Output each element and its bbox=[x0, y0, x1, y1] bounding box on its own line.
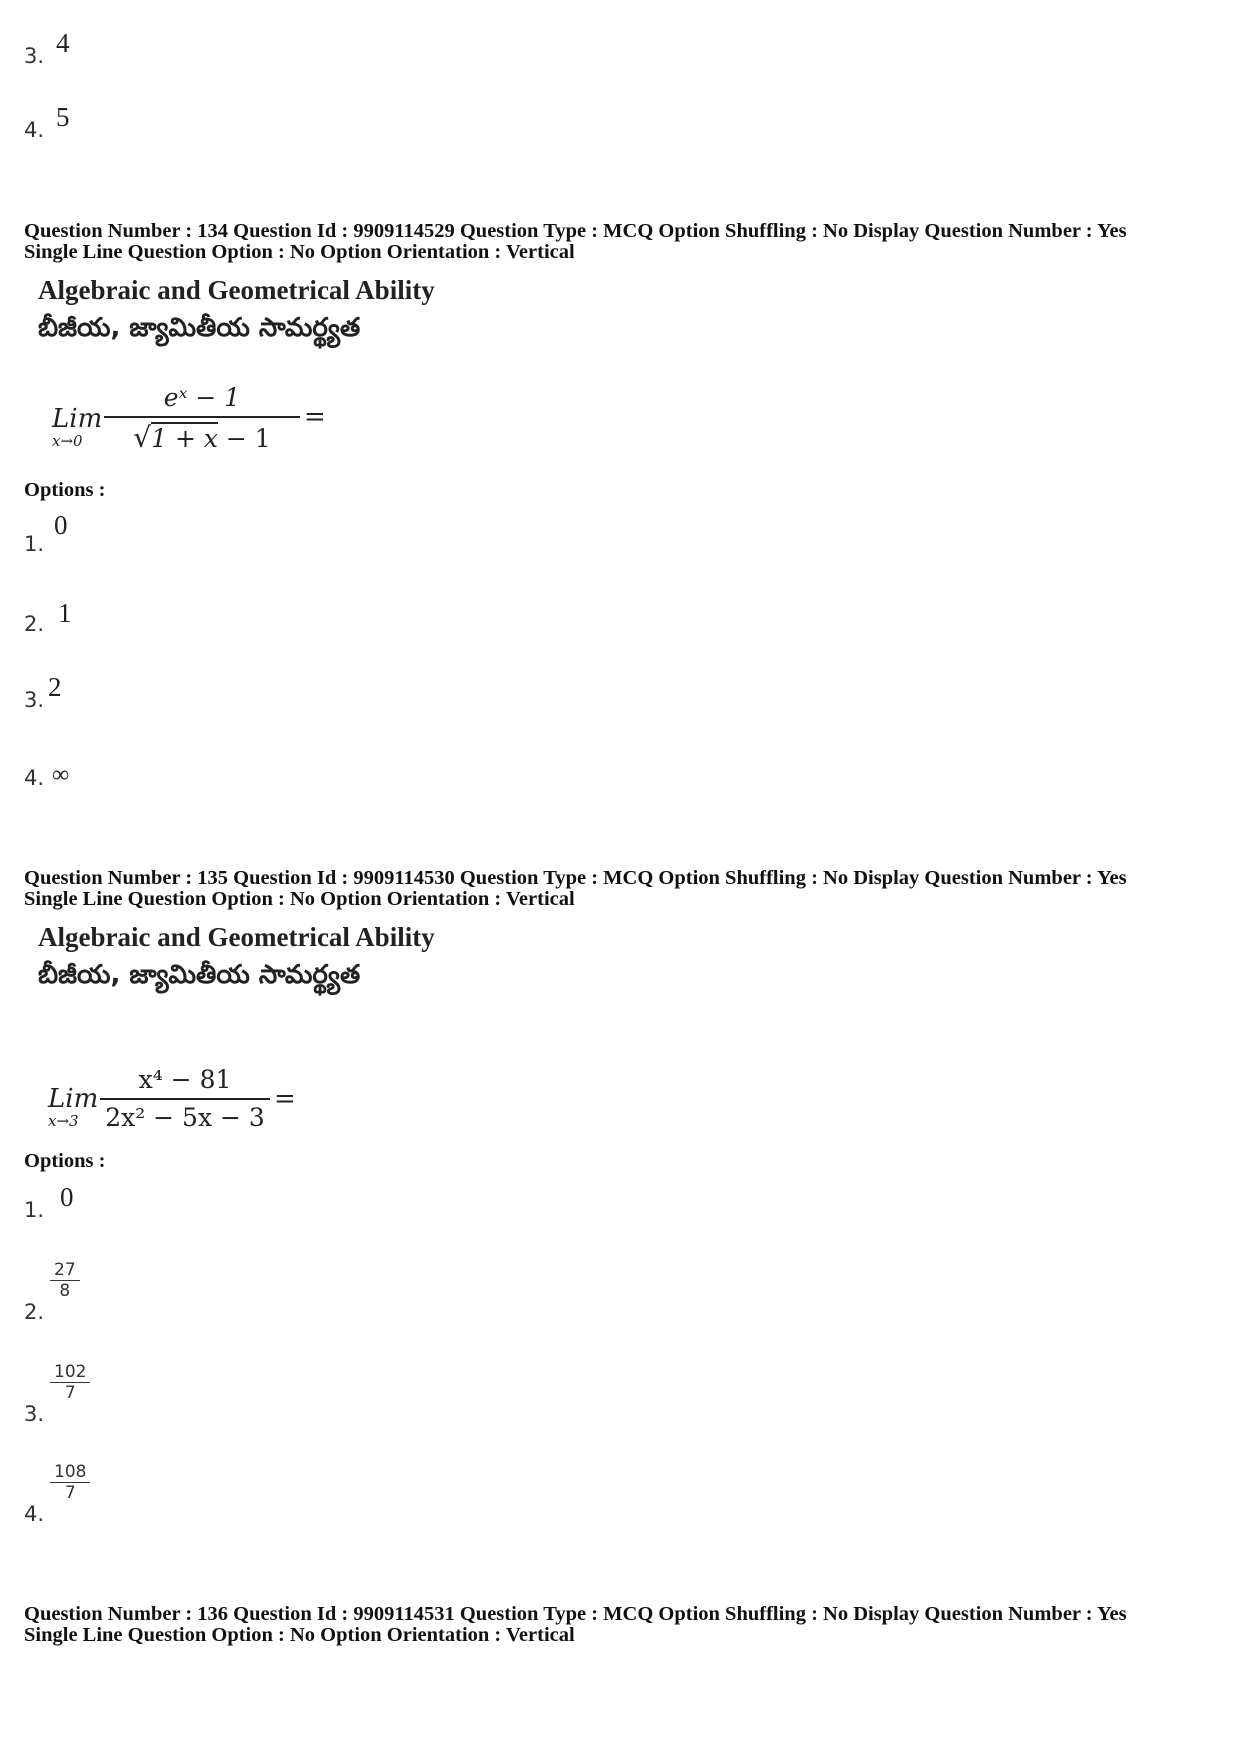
option-number: 1. bbox=[24, 1198, 45, 1222]
fraction-denominator: 7 bbox=[50, 1382, 90, 1403]
q135-options-label: Options : bbox=[24, 1150, 106, 1172]
option-number: 4. bbox=[24, 118, 45, 142]
option-value: 5 bbox=[56, 102, 70, 132]
fraction-numerator: x⁴ − 81 bbox=[138, 1065, 232, 1094]
q135-heading-te: బీజీయ, జ్యామితీయ సామర్థ్యత bbox=[38, 960, 361, 990]
fraction-numerator: 102 bbox=[54, 1362, 87, 1382]
limit-word: Lim bbox=[48, 1084, 99, 1114]
option-number: 3. bbox=[24, 1402, 45, 1426]
fraction-numerator: 108 bbox=[54, 1462, 87, 1482]
sqrt-icon: √ bbox=[133, 421, 152, 454]
option-number: 1. bbox=[24, 532, 45, 556]
q134-heading-en: Algebraic and Geometrical Ability bbox=[38, 275, 435, 305]
fraction-denominator: 7 bbox=[50, 1482, 90, 1503]
limit-block bbox=[48, 1084, 104, 1130]
q136-meta-line2: Single Line Question Option : No Option Orientation : Vertical bbox=[24, 1624, 575, 1646]
sqrt-radicand: 1 + x bbox=[151, 424, 218, 453]
option-value: 0 bbox=[54, 510, 68, 540]
limit-fraction bbox=[104, 380, 300, 458]
option-number: 4. bbox=[24, 766, 45, 790]
option-value: ∞ bbox=[52, 762, 70, 788]
option-number: 3. bbox=[24, 44, 45, 68]
limit-word: Lim bbox=[52, 404, 103, 434]
q134-meta-line2: Single Line Question Option : No Option Orientation : Vertical bbox=[24, 241, 575, 263]
option-value: 0 bbox=[60, 1182, 74, 1212]
denominator-rest: − 1 bbox=[217, 424, 271, 453]
q136-meta bbox=[24, 1604, 1127, 1646]
fraction-denominator bbox=[104, 416, 300, 458]
q134-options-label: Options : bbox=[24, 479, 106, 501]
fraction-numerator: eˣ − 1 bbox=[163, 383, 241, 412]
q136-meta-line1: Question Number : 136 Question Id : 9909114531 Question Type : MCQ Option Shuffling : No Display Question Number : Yes bbox=[24, 1603, 1127, 1625]
option-value-fraction bbox=[50, 1362, 90, 1403]
option-number: 4. bbox=[24, 1502, 45, 1526]
option-number: 2. bbox=[24, 1300, 45, 1324]
option-value: 1 bbox=[58, 598, 72, 628]
option-value: 4 bbox=[56, 28, 70, 58]
option-value-fraction bbox=[50, 1462, 90, 1503]
option-number: 2. bbox=[24, 612, 45, 636]
equals-sign: = bbox=[304, 402, 326, 432]
limit-fraction bbox=[100, 1062, 270, 1136]
q135-meta-line2: Single Line Question Option : No Option Orientation : Vertical bbox=[24, 888, 575, 910]
option-value: 2 bbox=[48, 672, 62, 702]
option-value-fraction bbox=[50, 1260, 80, 1301]
q134-heading-te: బీజీయ, జ్యామితీయ సామర్థ్యత bbox=[38, 313, 361, 343]
limit-block bbox=[52, 404, 108, 450]
q135-meta-line1: Question Number : 135 Question Id : 9909114530 Question Type : MCQ Option Shuffling : No Display Question Number : Yes bbox=[24, 867, 1127, 889]
q134-meta bbox=[24, 221, 1127, 263]
fraction-denominator: 2x² − 5x − 3 bbox=[100, 1098, 270, 1136]
fraction-denominator: 8 bbox=[50, 1280, 80, 1301]
q134-meta-line1: Question Number : 134 Question Id : 9909114529 Question Type : MCQ Option Shuffling : No Display Question Number : Yes bbox=[24, 220, 1127, 242]
q135-meta bbox=[24, 868, 1127, 910]
option-number: 3. bbox=[24, 688, 45, 712]
fraction-numerator: 27 bbox=[54, 1260, 76, 1280]
q135-heading-en: Algebraic and Geometrical Ability bbox=[38, 922, 435, 952]
limit-subscript: x→3 bbox=[48, 1112, 79, 1130]
limit-subscript: x→0 bbox=[52, 432, 83, 450]
equals-sign: = bbox=[274, 1084, 296, 1114]
